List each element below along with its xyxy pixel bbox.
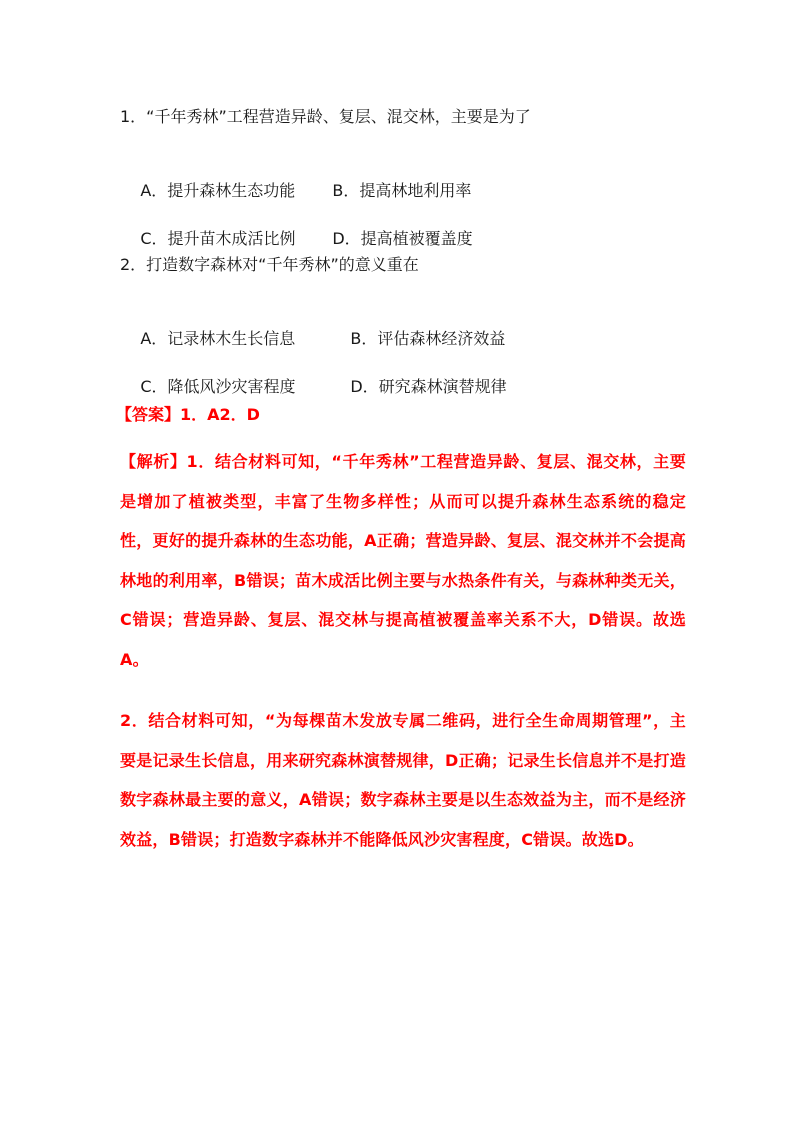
question-1-stem: 1．“千年秀林”工程营造异龄、复层、混交林，主要是为了: [120, 107, 531, 126]
question-2-stem: 2．打造数字森林对“千年秀林”的意义重在: [120, 255, 419, 274]
option-1a: A．提升森林生态功能: [140, 181, 296, 200]
answer-line: 【答案】1．A2．D: [116, 405, 260, 424]
analysis-paragraph-2: 2．结合材料可知，“为每棵苗木发放专属二维码，进行全生命周期管理”，主要是记录生长信息，用来研究森林演替规律，D正确；记录生长信息并不是打造数字森林最主要的意义，A错误；数字森林主要是以生态效益为主，而不是经济效益，B错误；打造数字森林并不能降低风沙灾害程度，C错误。故选D。: [120, 711, 686, 849]
analysis-paragraph-1: 【解析】1．结合材料可知，“千年秀林”工程营造异龄、复层、混交林，主要是增加了植被类型，丰富了生物多样性；从而可以提升森林生态系统的稳定性，更好的提升森林的生态功能，A正确；营造异龄、复层、混交林并不会提高林地的利用率，B错误；苗木成活比例主要与水热条件有关，与森林种类无关，C错误；营造异龄、复层、混交林与提高植被覆盖率关系不大，D错误。故选A。: [120, 452, 686, 669]
option-2d: D．研究森林演替规律: [350, 377, 507, 396]
option-1c: C．提升苗木成活比例: [140, 229, 296, 248]
option-2b: B．评估森林经济效益: [350, 329, 506, 348]
option-1b: B．提高林地利用率: [332, 181, 472, 200]
option-1d: D．提高植被覆盖度: [332, 229, 473, 248]
option-2a: A．记录林木生长信息: [140, 329, 296, 348]
option-2c: C．降低风沙灾害程度: [140, 377, 296, 396]
